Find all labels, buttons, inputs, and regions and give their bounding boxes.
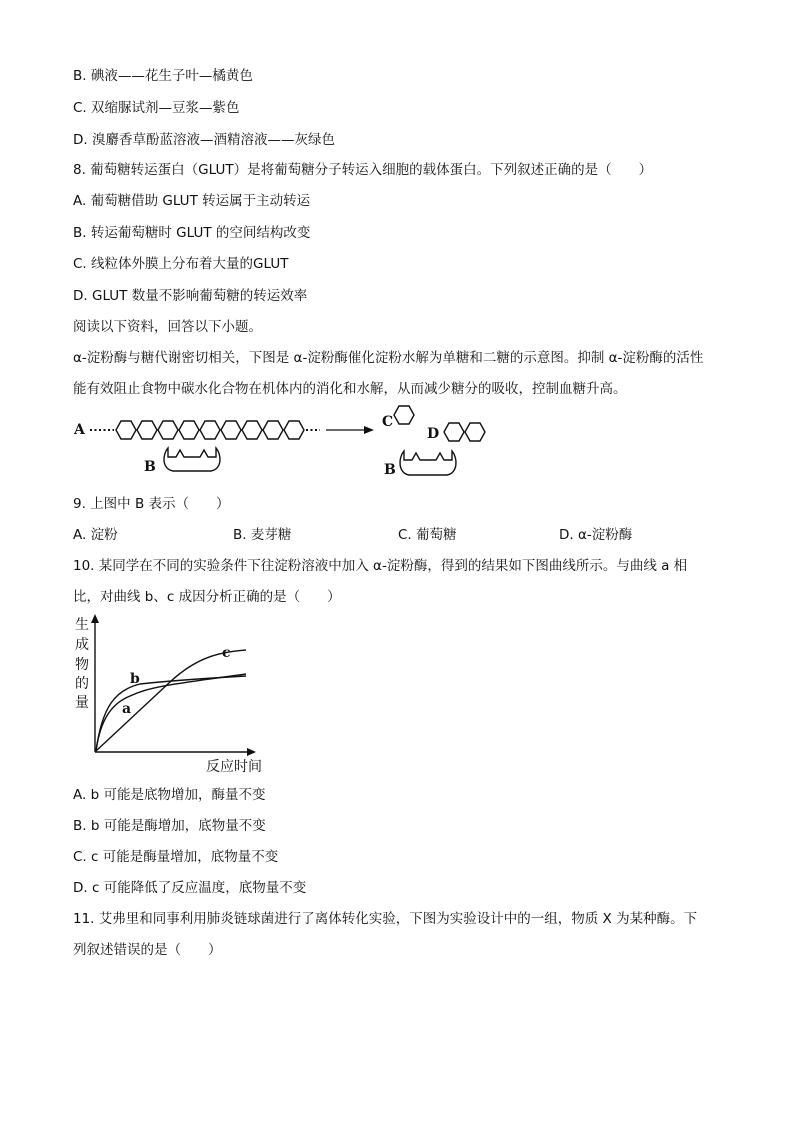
series-label-c: c — [222, 645, 231, 661]
label-b-right: B — [384, 462, 396, 478]
curve-b — [96, 676, 246, 751]
y-label-char: 成 — [75, 637, 89, 653]
q10-stem-2: 比，对曲线 b、c 成因分析正确的是（ ） — [73, 589, 341, 605]
q9-option-b: B. 麦芽糖 — [233, 527, 292, 543]
q9-option-c: C. 葡萄糖 — [398, 527, 457, 543]
q9-option-a: A. 淀粉 — [73, 527, 118, 543]
product-time-chart — [70, 612, 280, 777]
label-d: D — [427, 426, 440, 442]
q8-option-a: A. 葡萄糖借助 GLUT 转运属于主动转运 — [73, 193, 311, 209]
q11-stem-1: 11. 艾弗里和同事利用肺炎链球菌进行了离体转化实验，下图为实验设计中的一组，物质 X 为某种酶。下 — [73, 911, 698, 927]
amylase-diagram — [70, 403, 510, 483]
enzyme-b-left — [164, 448, 220, 471]
curve-a — [96, 650, 246, 751]
reading-intro: 阅读以下资料，回答以下小题。 — [73, 319, 262, 335]
starch-chain — [116, 421, 304, 439]
label-a: A — [74, 422, 85, 438]
q11-stem-2: 列叙述错误的是（ ） — [73, 942, 222, 958]
x-axis-arrow — [247, 748, 256, 756]
y-label-char: 量 — [75, 695, 89, 711]
y-label-char: 物 — [75, 657, 89, 673]
series-label-a: a — [122, 701, 132, 717]
q7-option-b: B. 碘液——花生子叶—橘黄色 — [73, 68, 253, 84]
x-axis-label: 反应时间 — [206, 759, 262, 775]
q7-option-d: D. 溴麝香草酚蓝溶液—酒精溶液——灰绿色 — [73, 132, 335, 148]
q8-option-d: D. GLUT 数量不影响葡萄糖的转运效率 — [73, 288, 308, 304]
y-label-char: 的 — [75, 676, 89, 692]
q10-stem-1: 10. 某同学在不同的实验条件下往淀粉溶液中加入 α-淀粉酶，得到的结果如下图曲线所示。与曲线 a 相 — [73, 558, 688, 574]
q10-option-a: A. b 可能是底物增加，酶量不变 — [73, 787, 266, 803]
q8-option-c: C. 线粒体外膜上分布着大量的GLUT — [73, 256, 289, 272]
y-label-char: 生 — [75, 617, 89, 633]
y-axis-label — [75, 616, 89, 711]
q9-option-d: D. α-淀粉酶 — [559, 527, 633, 543]
q8-stem: 8. 葡萄糖转运蛋白（GLUT）是将葡萄糖分子转运入细胞的载体蛋白。下列叙述正确的是（ ） — [73, 162, 653, 178]
q10-option-c: C. c 可能是酶量增加，底物量不变 — [73, 849, 279, 865]
curve-c — [96, 674, 246, 751]
material-line-1: α-淀粉酶与糖代谢密切相关，下图是 α-淀粉酶催化淀粉水解为单糖和二糖的示意图。抑制 α-淀粉酶的活性 — [73, 350, 704, 366]
q9-stem: 9. 上图中 B 表示（ ） — [73, 496, 230, 512]
label-c: C — [382, 414, 394, 430]
q7-option-c: C. 双缩脲试剂—豆浆—紫色 — [73, 100, 240, 116]
glucose-c — [394, 406, 414, 424]
label-b-left: B — [144, 459, 156, 475]
q10-option-d: D. c 可能降低了反应温度，底物量不变 — [73, 880, 307, 896]
y-axis-arrow — [91, 614, 99, 623]
enzyme-b-right — [400, 451, 456, 475]
material-line-2: 能有效阻止食物中碳水化合物在机体内的消化和水解，从而减少糖分的吸收，控制血糖升高。 — [73, 381, 627, 397]
series-label-b: b — [130, 671, 140, 687]
q10-option-b: B. b 可能是酶增加，底物量不变 — [73, 818, 266, 834]
maltose-d — [444, 423, 485, 441]
q8-option-b: B. 转运葡萄糖时 GLUT 的空间结构改变 — [73, 225, 311, 241]
